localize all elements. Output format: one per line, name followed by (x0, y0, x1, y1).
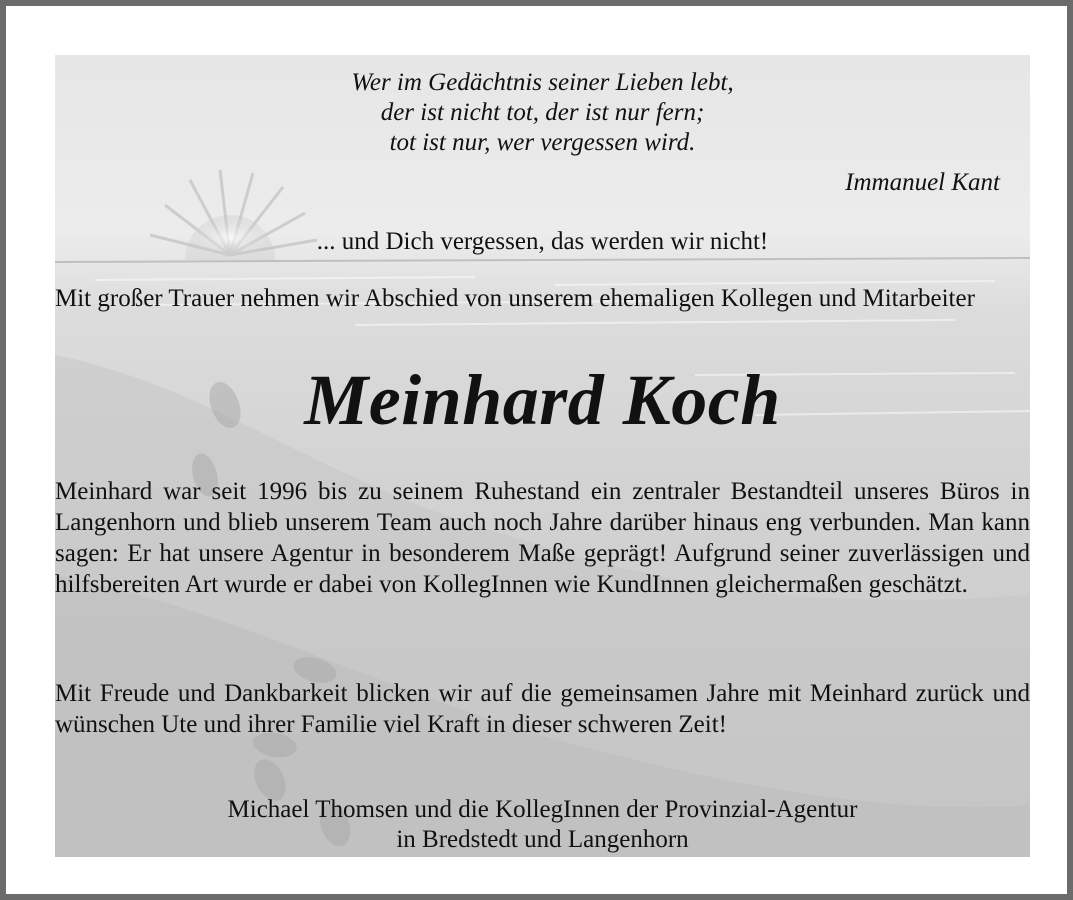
tribute-paragraph-1: Meinhard war seit 1996 bis zu seinem Ruhestand ein zentraler Bestandteil unseres Büros in Langenhorn und blieb unserem Team auch noch Jahre darüber hinaus eng verbunden. Man kann sagen: Er hat unsere Agentur in besonderem Maße geprägt! Aufgrund seiner zuverlässigen und hilfsbereiten Art wurde er dabei von KollegInnen wie KundInnen gleichermaßen geschätzt. (55, 478, 1030, 598)
tribute-paragraph-2: Mit Freude und Dankbarkeit blicken wir auf die gemeinsamen Jahre mit Meinhard zurück und wünschen Ute und ihrer Familie viel Kraft in dieser schweren Zeit! (55, 680, 1030, 738)
signature-line-1: Michael Thomsen und die KollegInnen der Provinzial-Agentur (227, 796, 858, 823)
signature-line-2: in Bredstedt und Langenhorn (396, 826, 689, 853)
obituary-panel (55, 55, 1030, 857)
quote-line-1: Wer im Gedächtnis seiner Lieben lebt, (351, 69, 734, 96)
kant-quote (55, 68, 1030, 158)
intro-text: Mit großer Trauer nehmen wir Abschied von unserem ehemaligen Kollegen und Mitarbeiter (55, 285, 975, 312)
signature (55, 795, 1030, 855)
deceased-name: Meinhard Koch (304, 360, 781, 440)
tagline: ... und Dich vergessen, das werden wir nicht! (316, 228, 769, 255)
quote-line-3: tot ist nur, wer vergessen wird. (389, 129, 696, 156)
quote-line-2: der ist nicht tot, der ist nur fern; (380, 99, 705, 126)
quote-author: Immanuel Kant (845, 169, 1000, 196)
